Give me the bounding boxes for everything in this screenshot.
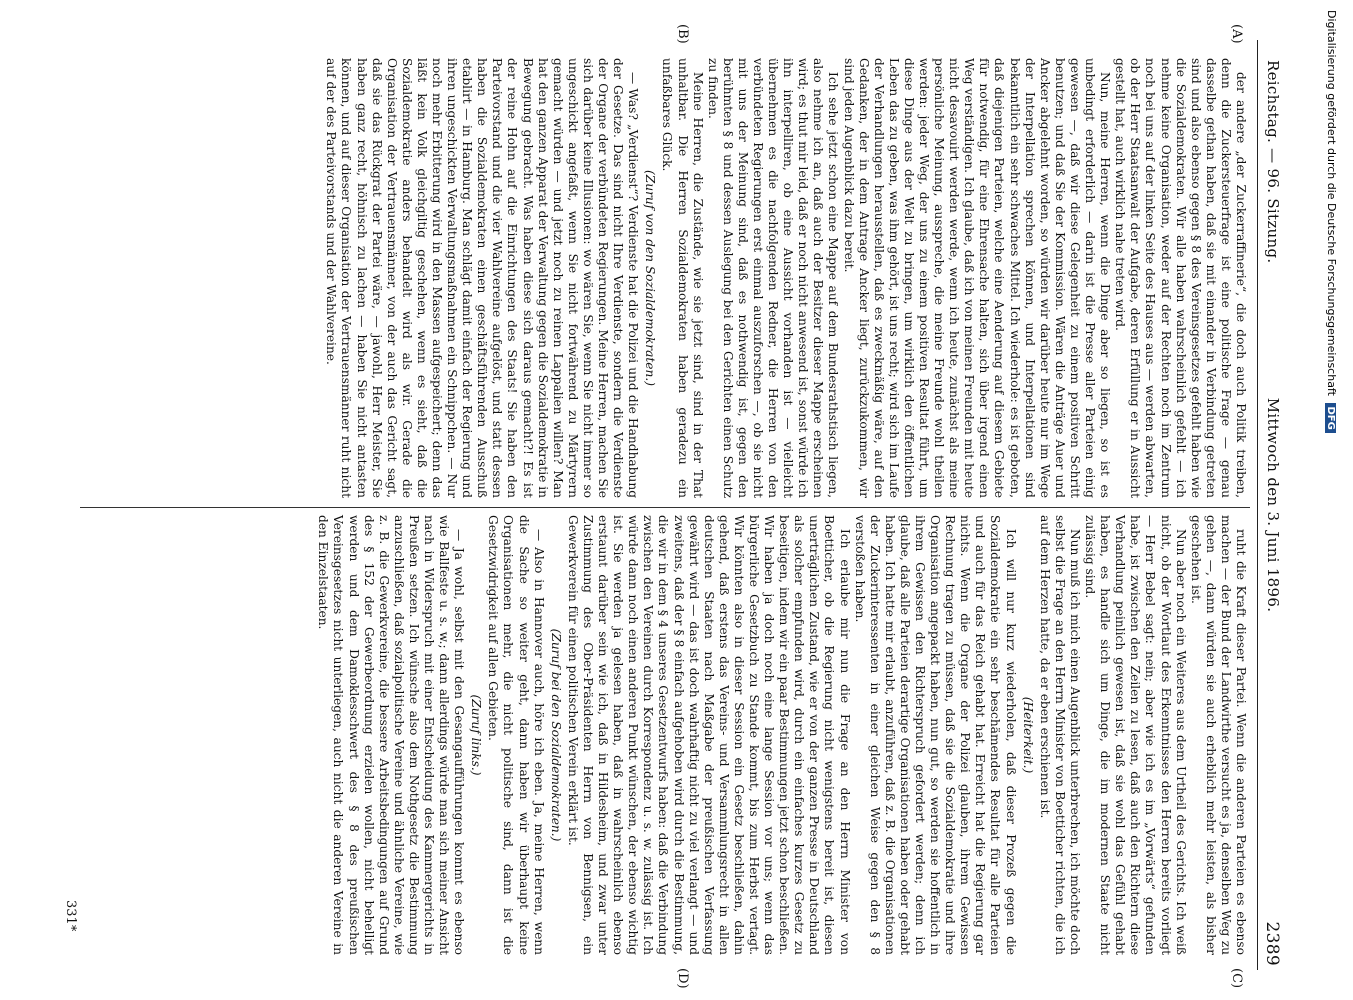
- right-interjection: (Zuruf links.): [469, 694, 484, 776]
- right-paragraph: — Also in Hannover auch, höre ich eben. Ja, meine Herren, wenn die Sache so weiter geht, dann haben wir überhaupt keine Organisationen mehr, die nicht politische sind, dann ist die Gesetzwidrigkeit auf allen Gebieten.: [486, 515, 546, 955]
- left-paragraph: der andere „der Zuckerraffinerie“, die doch auch Politik treiben, denn die Zuckersteuerfrage ist eine politische Frage — genau dasselbe gethan haben, daß sie mit einander in Verbindung getreten sind und also ebenso gegen § 8 des Vereinsgesetzes gefehlt haben wie die Sozialdemokraten. Wir alle haben wahrscheinlich gefehlt — ich nehme keine Organisation, weder auf der Rechten noch im Zentrum noch bei uns auf der linken Seite des Hauses aus — werden abwarten, ob der Herr Staatsanwalt der Aufgabe, deren Erfüllung er in Aussicht gestellt hat, auch wirklich nahe treten wird.: [1113, 58, 1248, 498]
- left-paragraph: Nun, meine Herren, wenn die Dinge aber so liegen, so ist es unbedingt erforderlich — darin ist die Presse aller Parteien einig gewesen —, daß wir diese Gelegenheit zu einem positiven Schritt benutzen; und daß Sie der Kommission. Wären die Anträge Auer und Ancker abgelehnt worden, so würden wir darüber heute nur im Wege der Interpellation sprechen können, und Interpellationen sind bekanntlich ein sehr schwaches Mittel. Ich wiederhole: es ist geboten, daß diejenigen Parteien, welche eine Aenderung auf diesem Gebiete für notwendig, für eine Ehrensache halten, sich über irgend einen Weg verständigen. Ich glaube, daß ich von meinen Freunden mit heute nicht desavouirt werden werde, wenn ich heute, zunächst als meine persönliche Meinung, ausspreche, die meine Freunde wohl theilen werden: jeder Weg, der uns zu einem positiven Resultat führt, um diese Dinge aus der Welt zu bringen, um wirklich den öffentlichen Leben das zu geben, was ihm gehört, ist uns recht; wird sich im Laufe der Verhandlungen herausstellen, daß es zweckmäßig wäre, auf den Gedanken, der in dem Antrage Ancker liegt, zurückzukommen, wir sind jeden Augenblick dazu bereit.: [841, 58, 1113, 498]
- left-interjection: (Zuruf von den Sozialdemokraten.): [643, 170, 658, 386]
- page-signature-mark: 331*: [63, 900, 78, 932]
- right-paragraph: — Ja wohl, selbst mit den Gesangaufführungen kommt es ebenso wie Ballfeste u. s. w.; dann allerdings würde man sich meiner Ansicht nach in Widerspruch mit einer Entscheidung des Kammergerichts in Preußen setzen. Ich wünsche also dem Nothgesetz die Bestimmung anzuschließen, daß sozialpolitische Vereine und ähnliche Vereine, wie z. B. die Gewerkvereine, die bessere Arbeitsbedingungen auf Grund des § 152 der Gewerbeordnung erzielen wollen, nicht behelligt werden und dem Damoklesschwert des § 8 des preußischen Vereinsgesetzes nicht unterliegen, auch nicht die anderen Vereine in den Einzelstaaten.: [316, 515, 467, 955]
- credit-text: Digitalisierung gefördert durch die Deutsche Forschungsgemeinschaft: [1325, 10, 1338, 396]
- margin-marker-c: (C): [1229, 968, 1244, 989]
- right-paragraph: ruht die Kraft dieser Partei. Wenn die anderen Parteien es ebenso machen — der Bund der Landwirthe versucht es ja, denselben Weg zu gehen —, dann würden sie auch erheblich mehr leisten, als bisher geschehen ist.: [1188, 515, 1248, 955]
- column-divider: [80, 507, 1250, 508]
- left-paragraph: Meine Herren, die Zustände, wie sie jetzt sind, sind in der That unhaltbar. Die Herren Sozialdemokraten haben geradezu ein unfaßbares Glück.: [660, 58, 705, 498]
- right-interjection: (Zuruf bei den Sozialdemokraten.): [548, 628, 563, 842]
- margin-marker-b: (B): [675, 24, 690, 44]
- margin-marker-a: (A): [1229, 24, 1244, 44]
- margin-marker-d: (D): [675, 968, 690, 989]
- left-paragraph: — Was? „Verdienst“? Verdienste hat die Polizei und die Handhabung der Gesetze. Das sind nicht Ihre Verdienste, sondern die Verdienste der Organe der verbündeten Regierungen. Meine Herren, machen Sie sich darüber keine Illusionen: wo wären Sie, wenn Sie nicht immer so ungeschickt angefaßt, wenn Sie nicht fortwährend zu Märtyrern gemacht würden — und jetzt noch zu reinen Lappalien willen? Man hat den ganzen Apparat der Verwaltung gegen die Sozialdemokratie in Bewegung gebracht. Was haben diese sich daraus gemacht?! Es ist der reine Hohn auf die Einrichtungen des Staats! Sie haben den Parteivorstand und die vier Wahlvereine aufgelöst, und statt dessen haben die Sozialdemokraten einen geschäftsführenden Ausschuß etablirt — in Hamburg. Man schlägt damit einfach der Regierung und ihren ungeschickten Verwaltungsmaßnahmen ein Schnippchen. — Nur noch mehr Erbitterung wird in den Massen aufgespeichert; denn das läßt kein Volk gleichgiltig geschehen, wenn es sieht, daß die Sozialdemokratie anders behandelt wird als wir. Gerade die Organisation der Vertrauensmänner, von der auch das Gericht sagt, daß sie das Rückgrat der Partei wäre, — jawohl, Herr Meister, Sie haben ganz recht, höhnisch zu lachen — haben Sie nicht antasten können, und auf dieser Organisation der Vertrauensmänner ruht nicht auf der des Parteivorstands und der Wahlvereine.: [324, 58, 641, 498]
- dfg-logo: DFG: [1325, 403, 1336, 432]
- page-header: [1257, 40, 1292, 970]
- right-interjection: (Heiterkeit.): [1020, 696, 1035, 774]
- right-paragraph: Nun muß ich mich einen Augenblick unterbrechen, ich möchte doch selbst die Frage an den Herrn Minister von Boetticher richten, die ich auf dem Herzen hatte, da er eben erschienen ist.: [1037, 515, 1082, 955]
- digitization-credit: [1325, 10, 1338, 433]
- page-number: 2389: [1262, 921, 1282, 966]
- right-paragraph: Ich erlaube mir nun die Frage an den Herrn Minister von Boetticher, ob die Regierung nicht wenigstens bereit ist, diesen unerträglichen Zustand, wie er von der ganzen Presse in Deutschland als solcher empfunden wird, durch ein einfaches kurzes Gesetz zu beseitigen, indem wir ein paar Bestimmungen jetzt schon beschließen. Wir haben ja doch noch eine lange Session vor uns; wenn das bürgerliche Gesetzbuch zu Stande kommt, bis zum Herbst vertagt. Wir könnten also in dieser Session ein Gesetz beschließen, dahin gehend, daß erstens das Vereins- und Versammlungsrecht in allen deutschen Staaten nach Maßgabe der preußischen Verfassung gewährt wird — das ist doch wahrhaftig nicht zu viel verlangt — und zweitens, daß der § 8 einfach aufgehoben wird durch die Bestimmung, die wir in dem § 4 unseres Gesetzentwurfs haben: daß die Verbindung zwischen den Vereinen durch Korrespondenz u. s. w. zulässig ist. Ich würde dann noch einen anderen Punkt wünschen, der ebenso wichtig ist. Sie werden ja gelesen haben, daß in wahrscheinlich ebenso erstaunt darüber sein wie ich, daß in Hildesheim, und zwar unter Zustimmung des Ober-Präsidenten Herrn von Bennigsen, ein Gewerkverein für einen politischen Verein erklärt ist.: [565, 515, 852, 955]
- right-column: [315, 515, 1248, 955]
- header-left: Reichstag. — 96. Sitzung.: [1264, 60, 1282, 264]
- left-column: [323, 58, 1248, 498]
- right-paragraph: Ich will nur kurz wiederholen, daß dieser Prozeß gegen die Sozialdemokratie ein sehr beschämendes Resultat für alle Parteien und auch für das Reich gehabt hat. Erreicht hat die Regierung gar nichts. Wenn die Organe der Polizei glauben, ihrem Gewissen Rechnung tragen zu müssen, daß sie die Sozialdemokratie und ihre Organisation angepackt haben, nun gut, so werden sie hoffentlich in ihrem Gewissen den Richterspruch gefordert werden; denn ich glaube, daß alle Parteien derartige Organisationen haben oder gehabt haben. Ich hatte mir erlaubt, anzuführen, daß z. B. die Organisationen der Zuckerinteressenten in einer gleichen Weise gegen den § 8 verstoßen haben.: [852, 515, 1018, 955]
- left-paragraph: Ich sehe jetzt schon eine Mappe auf dem Bundesrathstisch liegen, also nehme ich an, daß auch der Besitzer dieser Mappe erscheinen wird; es thut mir leid, daß er noch nicht anwesend ist, sonst würde ich ihn interpelliren, ob eine Aussicht vorhanden ist — vielleicht übernehmen es die nachfolgenden Redner, die Herren von den verbündeten Regierungen erst einmal auszuforschen —, ob sie nicht mit uns der Meinung sind, daß es nothwendig ist, gegen den berühmten § 8 und dessen Auslegung bei den Gerichten einen Schutz zu finden.: [705, 58, 841, 498]
- header-date: Mittwoch den 3. Juni 1896.: [1264, 397, 1282, 613]
- right-paragraph: Nun aber noch ein Weiteres aus dem Urtheil des Gerichts. Ich weiß nicht, ob der Wortlaut des Erkenntnisses den Herren bereits vorliegt — Herr Bebel sagt: nein; aber wie ich es im „Vorwärts“ gefunden habe, ist zwischen den Zeilen zu lesen, daß auch den Richtern diese Verhandlung peinlich gewesen ist, daß sie wohl das Gefühl gehabt haben, es handle sich um Dinge, die im modernen Staate nicht zulässig sind.: [1083, 515, 1188, 955]
